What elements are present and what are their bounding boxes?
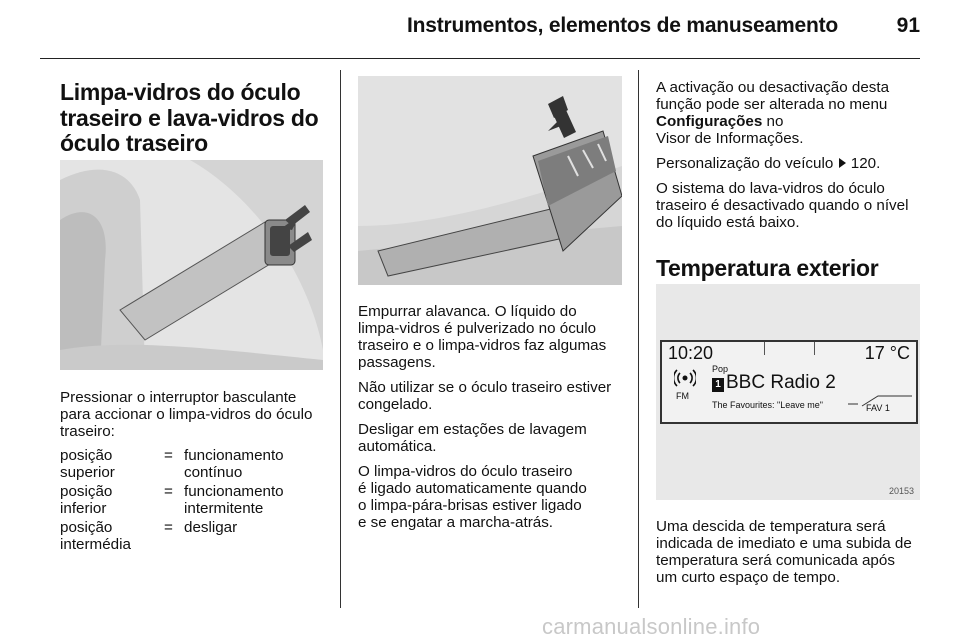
section-heading-wiper: Limpa-vidros do óculo traseiro e lava-vidros do óculo traseiro — [60, 79, 319, 156]
lever-illustration — [358, 76, 622, 285]
header-rule — [40, 58, 920, 59]
display-screen — [660, 340, 918, 424]
preset-number-badge: 1 — [712, 378, 724, 392]
wiper-position-table: posição superior = funcionamento contínuo posição inferior = funcionamento intermitente posição intermédia = desligar — [60, 447, 284, 553]
section-heading-temperature: Temperatura exterior — [656, 255, 879, 281]
config-text: A activação ou desactivação desta função pode ser alterada no menu Configurações no Visor de Informações. Personalização do veículo 120. O sistema do lava-vidros do óculo traseiro é desactivado quando o nível do líquido está baixo. — [656, 79, 909, 231]
display-time: 10:20 — [668, 343, 714, 363]
display-temperature: 17 °C — [864, 343, 910, 363]
page-reference-arrow-icon — [839, 158, 846, 168]
page-header-title: Instrumentos, elementos de manuseamento — [407, 14, 838, 37]
display-band-label: Pop — [712, 364, 729, 374]
display-fav-label: FAV 1 — [866, 403, 890, 413]
column-divider — [340, 70, 341, 608]
display-fm-label: FM — [676, 391, 689, 401]
display-rds-text: The Favourites: "Leave me" — [712, 400, 823, 410]
menu-name: Configurações — [656, 113, 763, 130]
watermark: carmanualsonline.info — [542, 614, 761, 639]
info-display-illustration — [656, 284, 920, 500]
column-divider — [638, 70, 639, 608]
display-station-name: BBC Radio 2 — [726, 372, 836, 393]
wiper-switch-illustration — [60, 160, 323, 370]
page-number: 91 — [896, 14, 920, 37]
lever-text: Empurrar alavanca. O líquido do limpa-vidros é pulverizado no óculo traseiro e o limpa-vidros faz algumas passagens. Não utilizar se o óculo traseiro estiver congelado. Desligar em estações de lavagem automática. O limpa-vidros do óculo traseiro é ligado automaticamente quando o limpa-pára-brisas estiver ligado e se engatar a marcha-atrás. — [358, 303, 612, 531]
radio-signal-icon — [674, 367, 696, 389]
image-code: 20153 — [888, 486, 914, 496]
temperature-text: Uma descida de temperatura será indicada de imediato e uma subida de temperatura será comunicada após um curto espaço de tempo. — [656, 518, 912, 586]
wiper-intro-text: Pressionar o interruptor basculante para accionar o limpa-vidros do óculo traseiro: — [60, 389, 313, 440]
